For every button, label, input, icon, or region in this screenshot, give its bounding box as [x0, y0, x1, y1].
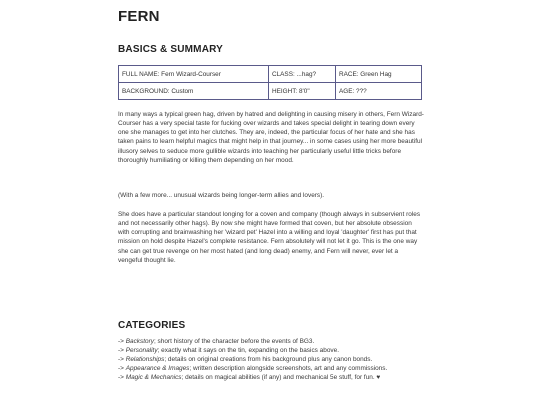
list-arrow: -> — [118, 338, 126, 345]
list-item — [118, 346, 424, 355]
list-item — [118, 355, 424, 364]
background-cell: BACKGROUND: Custom — [119, 83, 269, 100]
category-link-backstory[interactable]: Backstory — [125, 338, 154, 345]
category-description: ; written description alongside screenshots, art and any commissions. — [189, 365, 388, 373]
race-cell: RACE: Green Hag — [336, 66, 422, 83]
list-arrow: -> — [118, 374, 126, 382]
list-arrow: -> — [118, 347, 126, 355]
table-row — [119, 66, 422, 83]
category-link-relationships[interactable]: Relationships — [125, 356, 165, 364]
list-item — [118, 337, 424, 346]
category-link-personality[interactable]: Personality — [125, 347, 158, 355]
summary-paragraph: In many ways a typical green hag, driven by hatred and delighting in causing misery in others, Fern Wizard-Courser has a very special taste for fucking over wizards and takes special delight in tearing down every one she manages to get into her clutches. They are, indeed, the particular focus of her hate and she has taken pains to learn helpful magics that might help in that journey... in some cases using her more beautiful illusory selves to seduce more gullible wizards into teaching her particularly useful little tricks before thoroughly humiliating or killing them depending on her mood. — [118, 111, 424, 164]
list-arrow: -> — [118, 356, 126, 364]
list-item — [118, 364, 424, 373]
class-cell: CLASS: ...hag? — [269, 66, 336, 83]
category-link-appearance-images[interactable]: Appearance & Images — [125, 365, 190, 373]
categories-list — [118, 337, 424, 382]
category-description: ; details on original creations from his background plus any canon bonds. — [164, 356, 373, 364]
table-row — [119, 83, 422, 100]
coven-paragraph: She does have a particular standout longing for a coven and company (though always in subservient roles and not necessarily other hags). By now she might have formed that coven, but her absolute obsession with corrupting and brainwashing her 'wizard pet' Hazel into a willing and loyal 'daughter' first has put that mission on hold despite Hazel's complete resistance. Fern absolutely will not let it go. This is the one way she can get true revenge on her most hated (and long dead) enemy, and Fern will never, ever let a vengeful thought lie. — [118, 211, 421, 264]
full-name-cell: FULL NAME: Fern Wizard-Courser — [119, 66, 269, 83]
age-cell: AGE: ??? — [336, 83, 422, 100]
category-description: ; details on magical abilities (if any) and mechanical 5e stuff, for fun. ♥ — [181, 374, 381, 382]
category-description: ; exactly what it says on the tin, expanding on the basics above. — [157, 347, 339, 355]
basics-summary-heading: BASICS & SUMMARY — [118, 44, 224, 55]
allies-paragraph: (With a few more... unusual wizards being longer-term allies and lovers). — [118, 192, 325, 199]
character-info-table — [118, 65, 422, 100]
page-title: FERN — [118, 8, 160, 25]
height-cell: HEIGHT: 8'0" — [269, 83, 336, 100]
category-description: ; short history of the character before the events of BG3. — [153, 338, 315, 345]
categories-heading: CATEGORIES — [118, 320, 186, 331]
list-item — [118, 373, 424, 382]
list-arrow: -> — [118, 365, 126, 373]
category-link-magic-mechanics[interactable]: Magic & Mechanics — [125, 374, 182, 382]
